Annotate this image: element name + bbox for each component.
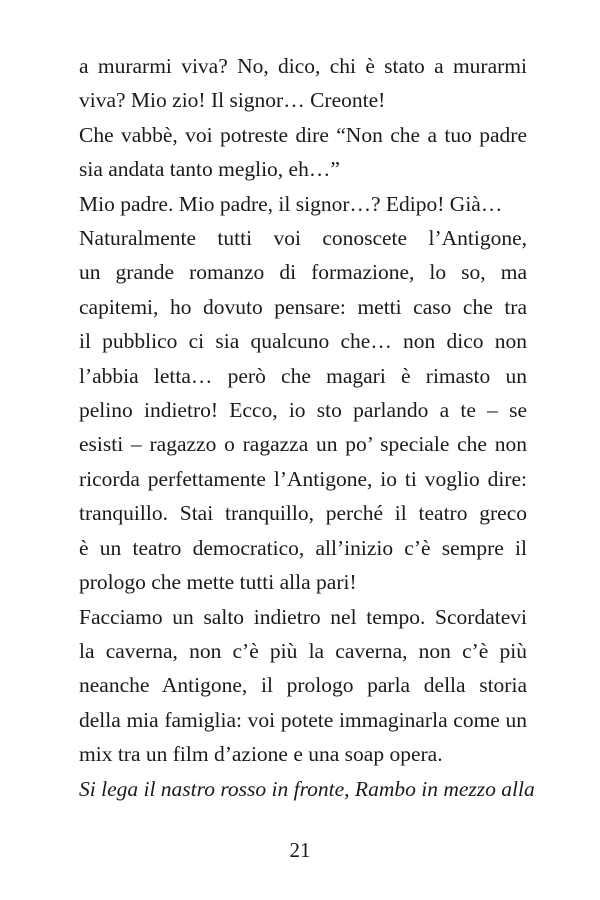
text-line: pelino indietro! Ecco, io sto parlando a te – se: [79, 398, 527, 423]
text-line: un grande romanzo di formazione, lo so, ma: [79, 260, 527, 285]
paragraph-2: [79, 118, 527, 187]
text-line: prologo che mette tutti alla pari!: [79, 570, 357, 595]
body-text: [79, 49, 535, 806]
text-line: tranquillo. Stai tranquillo, perché il teatro greco: [79, 501, 527, 526]
text-line: Facciamo un salto indietro nel tempo. Scordatevi: [79, 604, 527, 629]
paragraph-3: [79, 187, 527, 221]
stage-direction: [79, 772, 535, 806]
text-line: mix tra un film d’azione e una soap opera.: [79, 742, 443, 767]
text-line: Naturalmente tutti voi conoscete l’Antigone,: [79, 226, 527, 251]
text-line: viva? Mio zio! Il signor… Creonte!: [79, 88, 386, 113]
text-line: la caverna, non c’è più la caverna, non c’è più: [79, 638, 527, 663]
text-line: Mio padre. Mio padre, il signor…? Edipo! Già…: [79, 191, 503, 216]
text-line: Si lega il nastro rosso in fronte, Rambo in mezzo alla: [79, 776, 535, 801]
text-line: capitemi, ho dovuto pensare: metti caso che tra: [79, 294, 527, 319]
text-line: ricorda perfettamente l’Antigone, io ti voglio dire:: [79, 466, 527, 491]
paragraph-1: [79, 49, 527, 118]
paragraph-5: [79, 600, 527, 772]
text-line: Che vabbè, voi potreste dire “Non che a tuo padre: [79, 122, 527, 147]
text-line: l’abbia letta… però che magari è rimasto un: [79, 363, 527, 388]
page-number: 21: [289, 838, 311, 862]
text-line: è un teatro democratico, all’inizio c’è sempre il: [79, 535, 527, 560]
text-line: il pubblico ci sia qualcuno che… non dico non: [79, 329, 527, 354]
text-line: esisti – ragazzo o ragazza un po’ speciale che non: [79, 432, 527, 457]
text-line: sia andata tanto meglio, eh…”: [79, 157, 340, 182]
text-line: a murarmi viva? No, dico, chi è stato a murarmi: [79, 54, 527, 78]
paragraph-4: [79, 221, 527, 599]
text-line: neanche Antigone, il prologo parla della storia: [79, 673, 527, 698]
text-line: della mia famiglia: voi potete immaginarla come un: [79, 707, 527, 732]
